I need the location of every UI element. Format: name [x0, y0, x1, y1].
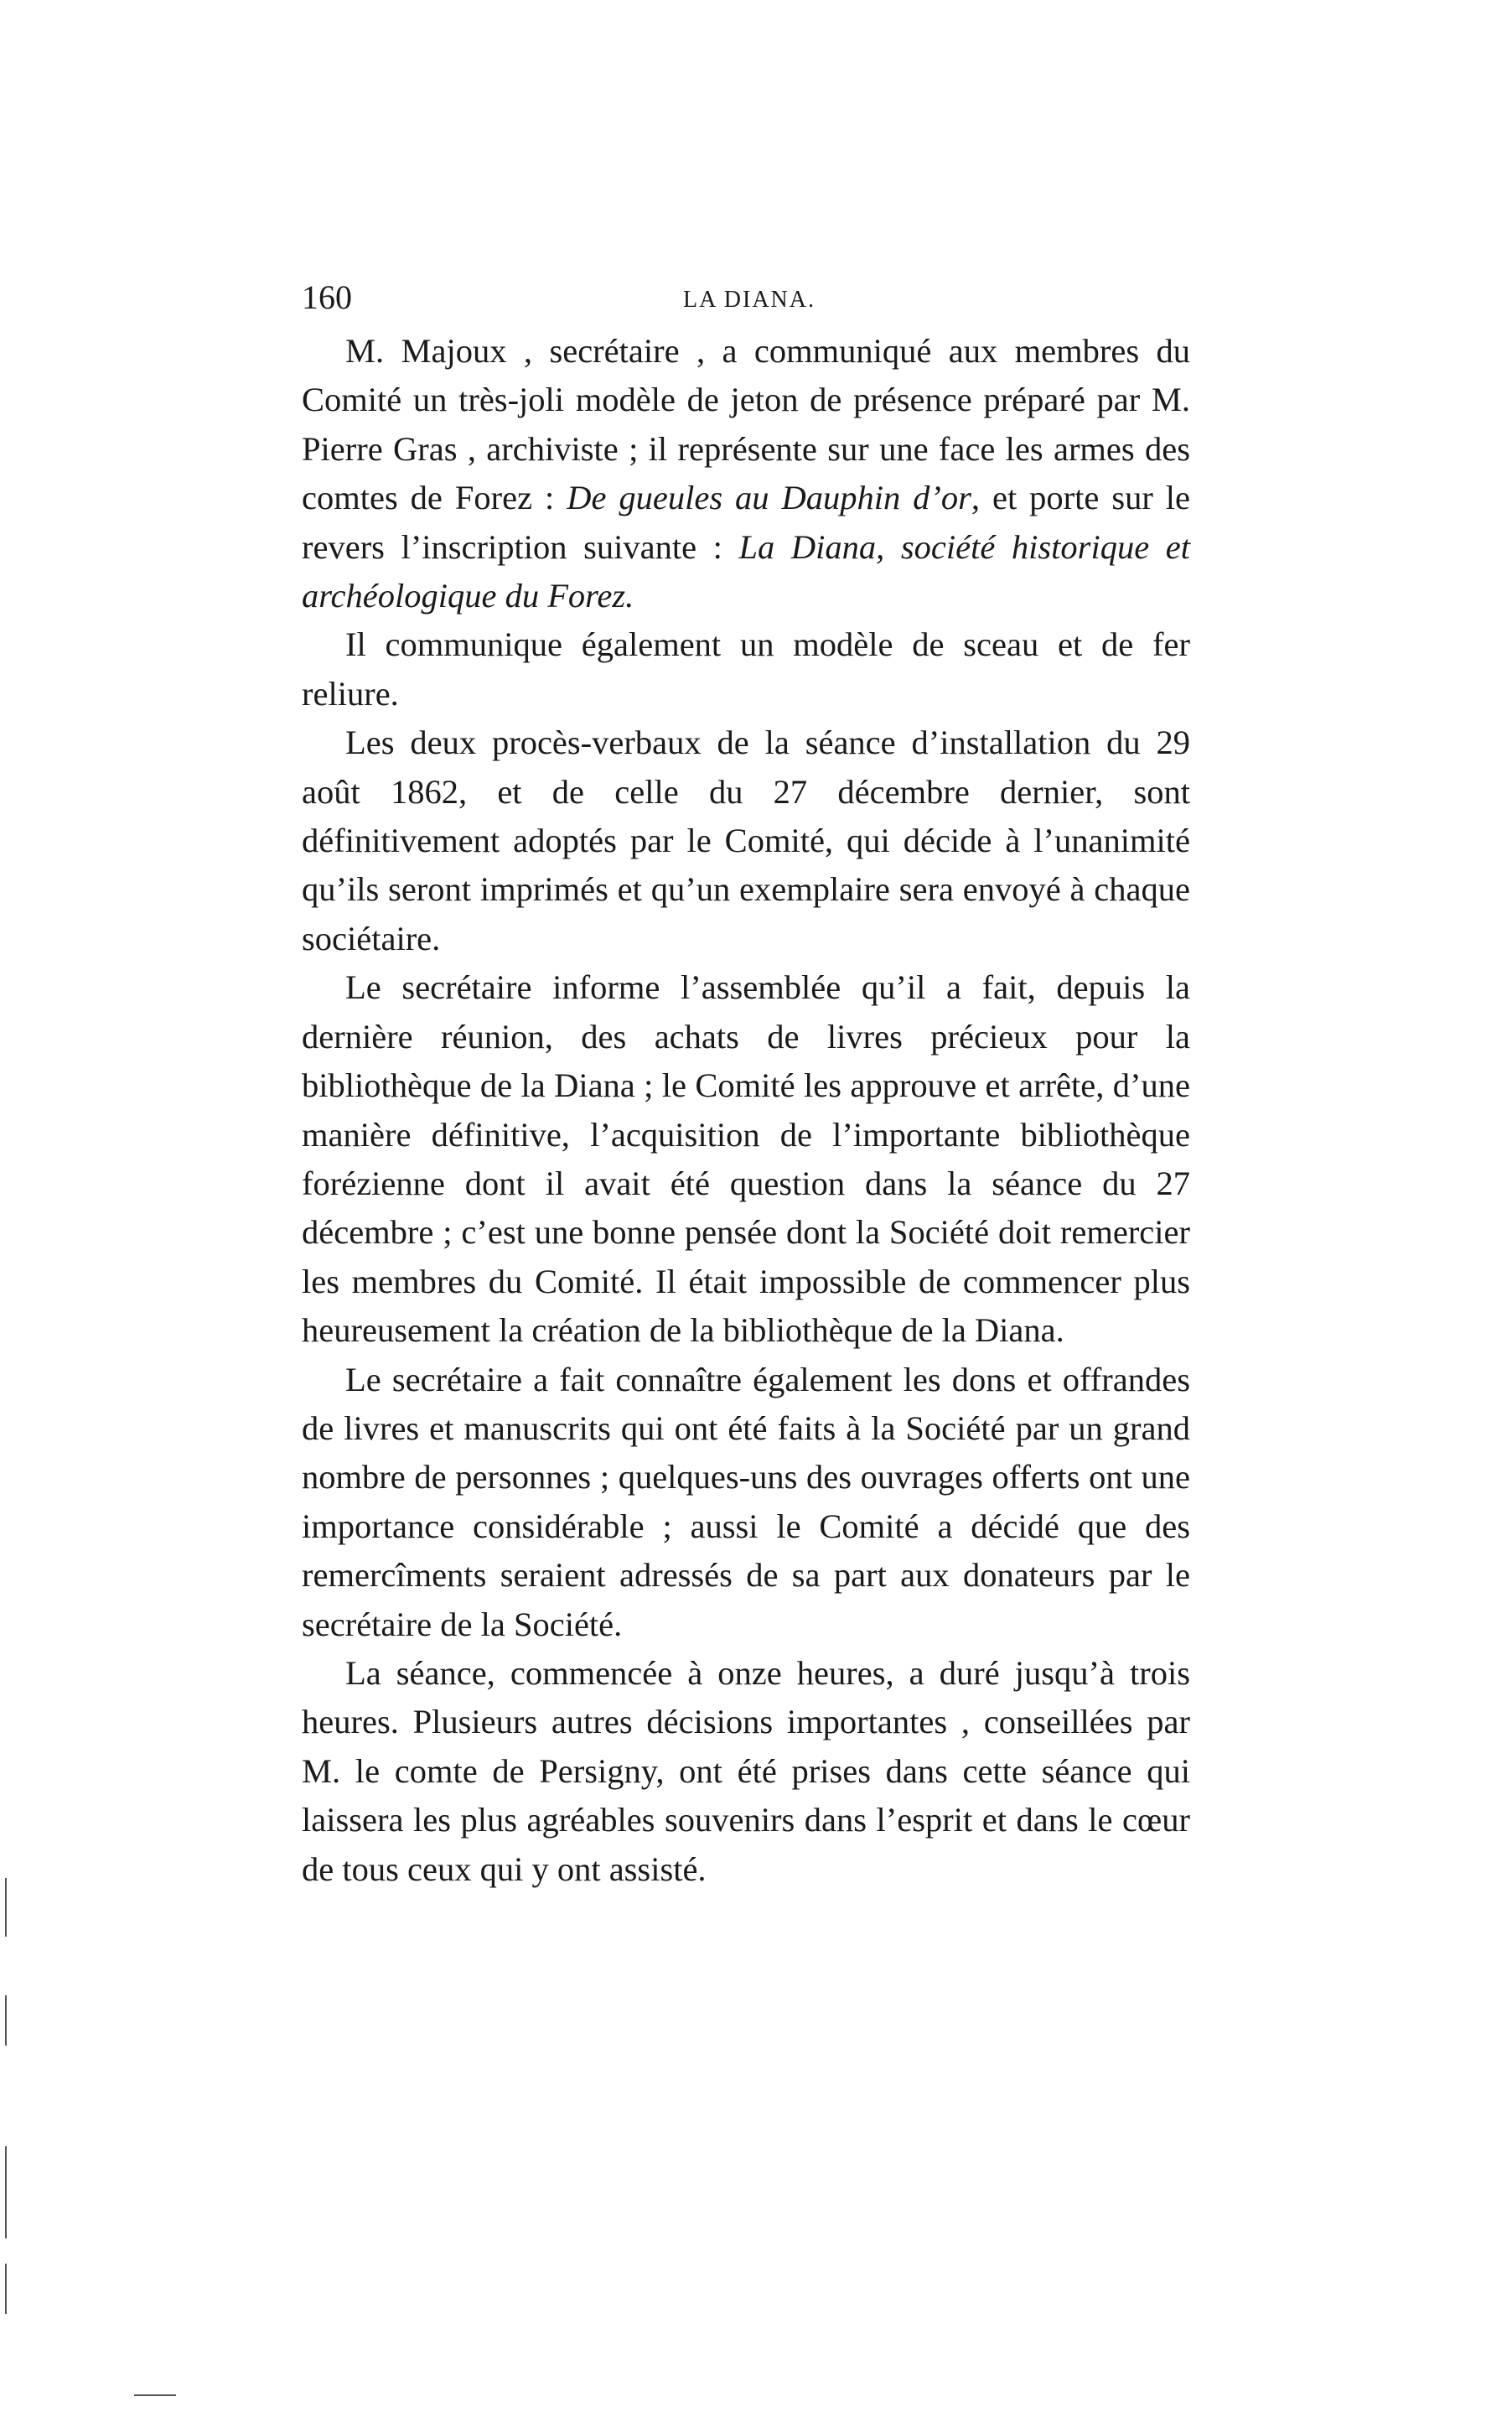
scan-bottom-mark — [134, 2394, 176, 2396]
paragraph-3 — [302, 718, 1190, 963]
body-text — [302, 327, 1190, 1894]
scan-edge-mark — [5, 2146, 7, 2238]
paragraph-1-text-cont: , et porte sur le revers l’inscription suivante : — [302, 479, 1190, 566]
paragraph-1 — [302, 327, 1190, 620]
page-number: 160 — [302, 278, 352, 316]
paragraph-1-text: M. Majoux , secrétaire , a communiqué aux membres du Comité un très-joli modèle de jeton de présence préparé par M. Pierre Gras , archiviste ; il représente sur une face les armes des comtes de Forez : — [302, 332, 1190, 517]
running-head — [302, 277, 1190, 319]
paragraph-3-text: Les deux procès-verbaux de la séance d’installation du 29 août 1862, et de celle du 27 décembre dernier, sont définitivement adoptés par le Comité, qui décide à l’unanimité qu’ils seront imprimés et qu’un exemplaire sera envoyé à chaque sociétaire. — [302, 724, 1190, 957]
paragraph-6 — [302, 1649, 1190, 1894]
scan-edge-mark — [5, 1878, 7, 1937]
scan-edge-mark — [5, 1995, 7, 2046]
paragraph-4-text: Le secrétaire informe l’assemblée qu’il a fait, depuis la dernière réunion, des achats de livres précieux pour la bibliothèque de la Diana ; le Comité les approuve et arrête, d’une manière définitive, l’acquisition de l’importante bibliothèque forézienne dont il avait été question dans la séance du 27 décembre ; c’est une bonne pensée dont la Société doit remercier les membres du Comité. Il était impossible de commencer plus heureusement la création de la bibliothèque de la Diana. — [302, 968, 1190, 1350]
paragraph-4 — [302, 963, 1190, 1355]
paragraph-5 — [302, 1356, 1190, 1649]
paragraph-5-text: Le secrétaire a fait connaître également les dons et offrandes de livres et manuscrits qui ont été faits à la Société par un grand nombre de personnes ; quelques-uns des ouvrages offerts ont une importance considérable ; aussi le Comité a décidé que des remercîments seraient adressés de sa part aux donateurs par le secrétaire de la Société. — [302, 1360, 1190, 1643]
paragraph-2-text: Il communique également un modèle de sceau et de fer reliure. — [302, 625, 1190, 713]
paragraph-6-text: La séance, commencée à onze heures, a duré jusqu’à trois heures. Plusieurs autres décisions importantes , conseillées par M. le comte de Persigny, ont été prises dans cette séance qui laissera les plus agréables souvenirs dans l’esprit et dans le cœur de tous ceux qui y ont assisté. — [302, 1653, 1190, 1888]
running-title: LA DIANA. — [683, 287, 816, 313]
inscription-text: La Diana, société historique et archéologique du Forez. — [302, 527, 1190, 615]
blazon-text: De gueules au Dauphin d’or — [567, 479, 971, 517]
paragraph-2 — [302, 620, 1190, 718]
scan-edge-mark — [5, 2264, 7, 2314]
